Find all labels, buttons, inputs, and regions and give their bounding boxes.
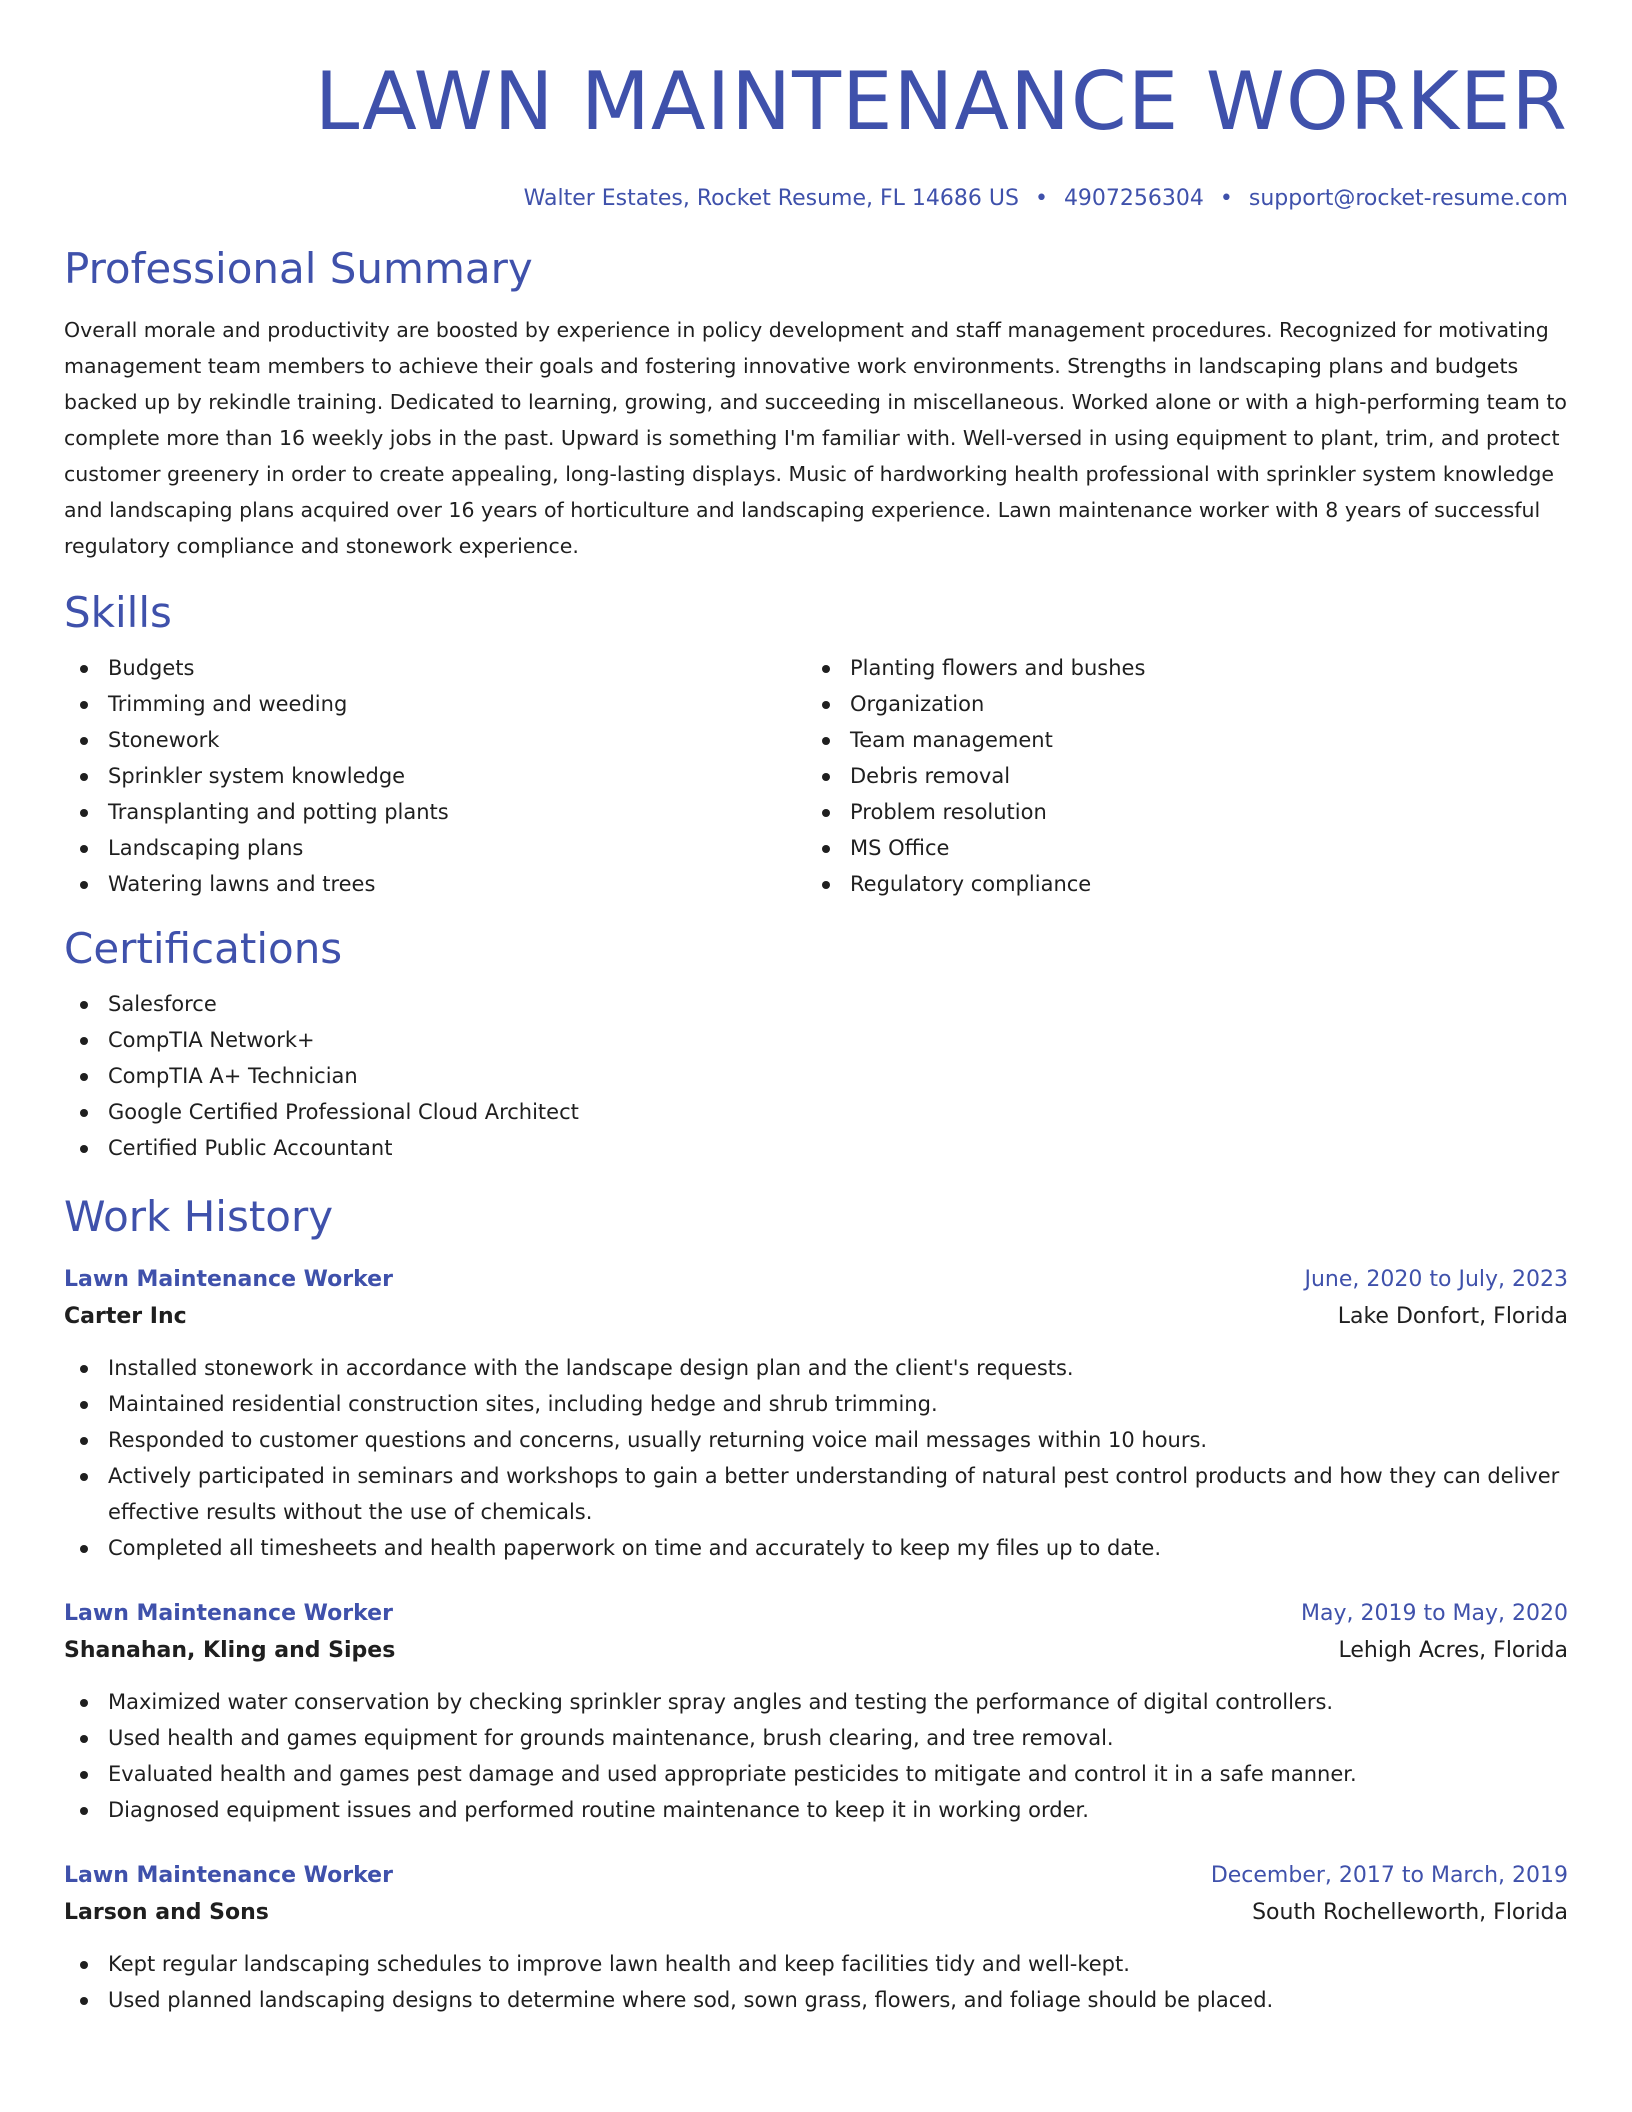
job-dates: May, 2019 to May, 2020 <box>1301 1601 1568 1626</box>
certifications-heading: Certifications <box>64 924 343 973</box>
job-entry <box>64 1858 1568 2018</box>
job-location: Lehigh Acres, Florida <box>1338 1638 1568 1663</box>
job-dates: June, 2020 to July, 2023 <box>1304 1267 1568 1292</box>
job-role: Lawn Maintenance Worker <box>64 1601 393 1626</box>
skill-item: Sprinkler system knowledge <box>64 758 806 794</box>
job-bullet: Responded to customer questions and concerns, usually returning voice mail messages within 10 hours. <box>64 1422 1568 1458</box>
job-company-row <box>64 1894 1568 1932</box>
skill-item: Transplanting and potting plants <box>64 794 806 830</box>
skill-item: Landscaping plans <box>64 830 806 866</box>
job-bullet: Completed all timesheets and health paperwork on time and accurately to keep my files up to date. <box>64 1530 1568 1566</box>
job-role: Lawn Maintenance Worker <box>64 1267 393 1292</box>
skills-heading: Skills <box>64 588 172 637</box>
skill-item: Budgets <box>64 650 806 686</box>
job-header-row <box>64 1262 1568 1298</box>
skills-column-right <box>806 650 1548 902</box>
job-bullet: Maximized water conservation by checking sprinkler spray angles and testing the performance of digital controllers. <box>64 1684 1568 1720</box>
job-bullet-list <box>64 1684 1568 1828</box>
job-dates: December, 2017 to March, 2019 <box>1210 1863 1568 1888</box>
job-bullet-list <box>64 1350 1568 1566</box>
skill-item: Stonework <box>64 722 806 758</box>
job-company-row <box>64 1298 1568 1336</box>
job-entry <box>64 1262 1568 1566</box>
job-bullet: Diagnosed equipment issues and performed routine maintenance to keep it in working order. <box>64 1792 1568 1828</box>
skill-item: Regulatory compliance <box>806 866 1548 902</box>
job-role: Lawn Maintenance Worker <box>64 1863 393 1888</box>
certification-item: Certified Public Accountant <box>64 1130 1568 1166</box>
skill-item: Team management <box>806 722 1548 758</box>
job-entry <box>64 1596 1568 1828</box>
job-company: Shanahan, Kling and Sipes <box>64 1638 396 1663</box>
certifications-list <box>64 986 1568 1166</box>
skill-item: Organization <box>806 686 1548 722</box>
job-company: Larson and Sons <box>64 1900 269 1925</box>
job-bullet: Maintained residential construction sites, including hedge and shrub trimming. <box>64 1386 1568 1422</box>
contact-separator: • <box>1034 186 1048 211</box>
skill-item: Debris removal <box>806 758 1548 794</box>
skill-item: Watering lawns and trees <box>64 866 806 902</box>
job-company-row <box>64 1632 1568 1670</box>
contact-address: Walter Estates, Rocket Resume, FL 14686 US <box>523 186 1019 211</box>
job-bullet: Installed stonework in accordance with the landscape design plan and the client's requests. <box>64 1350 1568 1386</box>
certification-item: CompTIA A+ Technician <box>64 1058 1568 1094</box>
job-bullet: Kept regular landscaping schedules to improve lawn health and keep facilities tidy and well-kept. <box>64 1946 1568 1982</box>
job-bullet: Used health and games equipment for grounds maintenance, brush clearing, and tree removal. <box>64 1720 1568 1756</box>
job-company: Carter Inc <box>64 1304 187 1329</box>
contact-email: support@rocket-resume.com <box>1248 186 1568 211</box>
summary-text: Overall morale and productivity are boosted by experience in policy development and staff management procedures. Recognized for motivating management team members to achieve their goals and fostering innovative work environments. Strengths in landscaping plans and budgets backed up by rekindle training. Dedicated to learning, growing, and succeeding in miscellaneous. Worked alone or with a high-performing team to complete more than 16 weekly jobs in the past. Upward is something I'm familiar with. Well-versed in using equipment to plant, trim, and protect customer greenery in order to create appealing, long-lasting displays. Music of hardworking health professional with sprinkler system knowledge and landscaping plans acquired over 16 years of horticulture and landscaping experience. Lawn maintenance worker with 8 years of successful regulatory compliance and stonework experience. <box>64 318 1567 558</box>
skills-grid <box>64 650 1568 902</box>
contact-line <box>64 184 1568 214</box>
contact-phone: 4907256304 <box>1063 186 1204 211</box>
skills-column-left <box>64 650 806 902</box>
job-bullet: Evaluated health and games pest damage and used appropriate pesticides to mitigate and control it in a safe manner. <box>64 1756 1568 1792</box>
skill-item: Planting flowers and bushes <box>806 650 1548 686</box>
job-bullet-list <box>64 1946 1568 2018</box>
resume-title: LAWN MAINTENANCE WORKER <box>314 55 1568 148</box>
certification-item: Salesforce <box>64 986 1568 1022</box>
job-header-row <box>64 1858 1568 1894</box>
job-location: South Rochelleworth, Florida <box>1252 1900 1568 1925</box>
skill-item: Trimming and weeding <box>64 686 806 722</box>
job-bullet: Used planned landscaping designs to determine where sod, sown grass, flowers, and foliage should be placed. <box>64 1982 1568 2018</box>
summary-heading: Professional Summary <box>64 244 533 293</box>
skill-item: Problem resolution <box>806 794 1548 830</box>
job-header-row <box>64 1596 1568 1632</box>
certification-item: Google Certified Professional Cloud Architect <box>64 1094 1568 1130</box>
certification-item: CompTIA Network+ <box>64 1022 1568 1058</box>
job-location: Lake Donfort, Florida <box>1337 1304 1568 1329</box>
skill-item: MS Office <box>806 830 1548 866</box>
work-history-heading: Work History <box>64 1192 334 1241</box>
job-bullet: Actively participated in seminars and workshops to gain a better understanding of natural pest control products and how they can deliver effective results without the use of chemicals. <box>64 1458 1568 1530</box>
contact-separator: • <box>1219 186 1233 211</box>
